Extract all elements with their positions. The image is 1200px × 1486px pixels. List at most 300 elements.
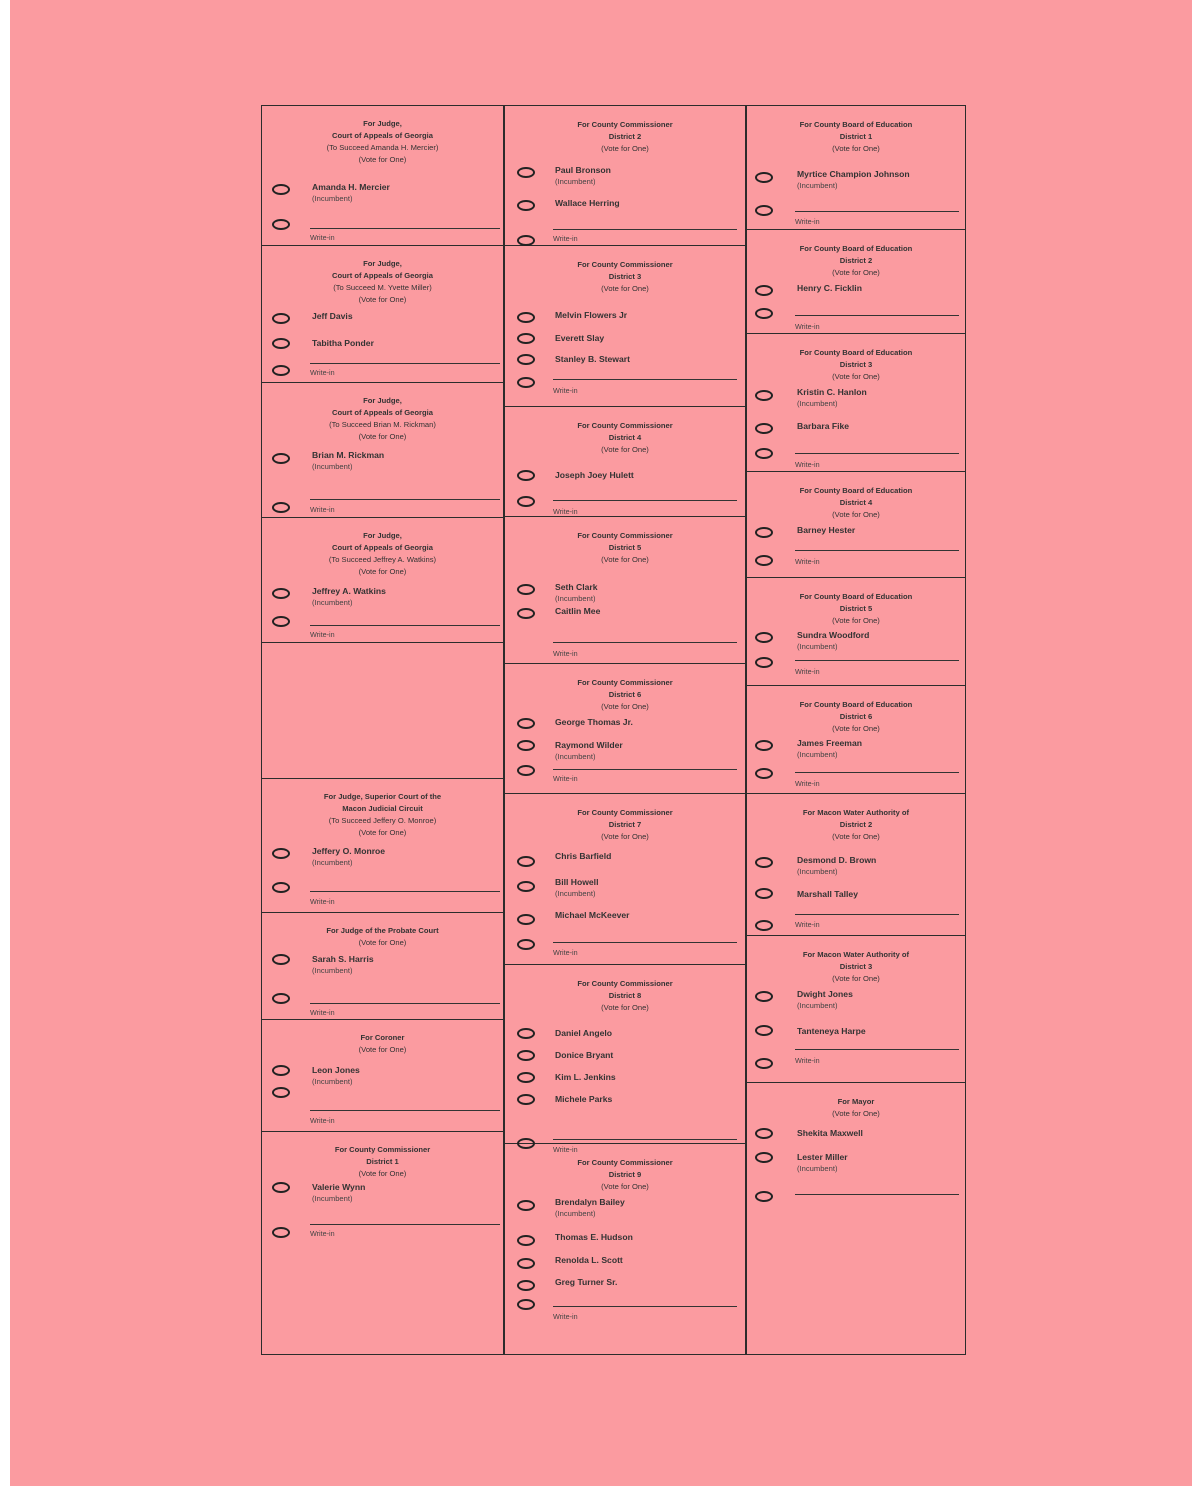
incumbent-note: (Incumbent) [555, 889, 596, 898]
write-in-line[interactable] [310, 499, 500, 500]
race-title-line: Court of Appeals of Georgia [332, 408, 433, 417]
race-title-line: (Vote for One) [601, 144, 649, 153]
write-in-label: Write-in [553, 1145, 578, 1154]
vote-oval[interactable] [517, 856, 535, 867]
race-title-line: District 3 [839, 962, 873, 971]
race-title-line: (Vote for One) [832, 1109, 880, 1118]
write-in-label: Write-in [795, 460, 820, 469]
write-in-label: Write-in [310, 630, 335, 639]
vote-oval[interactable] [272, 453, 290, 464]
race-box [262, 246, 503, 383]
race-title-line: For Macon Water Authority of [802, 950, 910, 959]
write-in-oval[interactable] [272, 1227, 290, 1238]
candidate-name: Jeff Davis [312, 311, 353, 321]
vote-oval[interactable] [517, 167, 535, 178]
race-title-line: For County Commissioner [577, 808, 673, 817]
vote-oval[interactable] [517, 608, 535, 619]
vote-oval[interactable] [272, 848, 290, 859]
race-title-line: District 5 [608, 543, 642, 552]
write-in-line[interactable] [795, 315, 959, 316]
race-title-line: (Vote for One) [358, 1045, 407, 1054]
race-header [262, 1032, 503, 1056]
write-in-label: Write-in [553, 649, 578, 658]
write-in-line[interactable] [795, 550, 959, 551]
race-box [505, 106, 745, 246]
write-in-line[interactable] [553, 642, 737, 643]
write-in-oval[interactable] [517, 765, 535, 776]
race-title-line: Court of Appeals of Georgia [332, 543, 433, 552]
candidate-name: Greg Turner Sr. [555, 1277, 618, 1287]
candidate-name: Henry C. Ficklin [797, 283, 862, 293]
candidate-name: Jeffrey A. Watkins [312, 586, 386, 596]
candidate-name: Marshall Talley [797, 889, 858, 899]
vote-oval[interactable] [755, 172, 773, 183]
race-box [747, 472, 965, 578]
race-title-line: For County Board of Education [799, 486, 913, 495]
write-in-line[interactable] [795, 660, 959, 661]
write-in-line[interactable] [310, 625, 500, 626]
race-box [747, 106, 965, 230]
write-in-label: Write-in [553, 386, 578, 395]
vote-oval[interactable] [517, 881, 535, 892]
candidate-name: Dwight Jones [797, 989, 853, 999]
race-box [505, 965, 745, 1154]
vote-oval[interactable] [755, 390, 773, 401]
vote-oval[interactable] [272, 1065, 290, 1076]
incumbent-note: (Incumbent) [797, 181, 838, 190]
race-title-line: (Vote for One) [832, 616, 880, 625]
incumbent-note: (Incumbent) [312, 194, 353, 203]
race-header [262, 395, 503, 443]
write-in-line[interactable] [310, 228, 500, 229]
race-header [505, 259, 745, 295]
vote-oval[interactable] [517, 914, 535, 925]
race-title-line: District 5 [839, 604, 873, 613]
write-in-line[interactable] [553, 379, 737, 380]
race-title-line: (Vote for One) [601, 555, 649, 564]
vote-oval[interactable] [517, 1235, 535, 1246]
write-in-oval[interactable] [755, 657, 773, 668]
write-in-oval[interactable] [517, 1299, 535, 1310]
candidate-name: Wallace Herring [555, 198, 620, 208]
write-in-label: Write-in [310, 897, 335, 906]
race-title-line: For Judge, [363, 259, 402, 268]
candidate-name: Joseph Joey Hulett [555, 470, 634, 480]
race-title-line: District 2 [839, 820, 873, 829]
vote-oval[interactable] [517, 1028, 535, 1039]
race-title-line: (Vote for One) [601, 445, 649, 454]
write-in-oval[interactable] [755, 768, 773, 779]
candidate-name: Tanteneya Harpe [797, 1026, 866, 1036]
vote-oval[interactable] [517, 584, 535, 595]
race-title-line: (Vote for One) [358, 1169, 407, 1178]
race-header [262, 1144, 503, 1180]
candidate-name: Shekita Maxwell [797, 1128, 863, 1138]
race-title-line: For Judge of the Probate Court [326, 926, 439, 935]
write-in-label: Write-in [795, 1056, 820, 1065]
race-header [747, 699, 965, 735]
vote-oval[interactable] [517, 354, 535, 365]
race-title-line: District 1 [839, 132, 873, 141]
race-box [505, 517, 745, 664]
race-title-line: District 3 [608, 272, 642, 281]
vote-oval[interactable] [755, 991, 773, 1002]
write-in-oval[interactable] [517, 377, 535, 388]
race-title-line: For County Board of Education [799, 348, 913, 357]
race-title-line: (Vote for One) [832, 724, 880, 733]
vote-oval[interactable] [517, 312, 535, 323]
race-box [747, 686, 965, 794]
race-title-line: District 3 [839, 360, 873, 369]
vote-oval[interactable] [755, 740, 773, 751]
race-title-line: (Vote for One) [601, 832, 649, 841]
race-title-line: (To Succeed M. Yvette Miller) [333, 283, 432, 292]
vote-oval[interactable] [272, 1182, 290, 1193]
race-header [262, 530, 503, 578]
race-title-line: For County Board of Education [799, 700, 913, 709]
race-title-line: Court of Appeals of Georgia [332, 271, 433, 280]
vote-oval[interactable] [755, 1025, 773, 1036]
race-title-line: (To Succeed Brian M. Rickman) [329, 420, 436, 429]
write-in-line[interactable] [553, 500, 737, 501]
vote-oval[interactable] [755, 285, 773, 296]
candidate-name: Melvin Flowers Jr [555, 310, 628, 320]
write-in-label: Write-in [795, 557, 820, 566]
write-in-label: Write-in [795, 920, 820, 929]
candidate-name: Renolda L. Scott [555, 1255, 623, 1265]
race-title-line: For Judge, [363, 531, 402, 540]
race-header [505, 677, 745, 713]
race-header [262, 258, 503, 306]
race-title-line: (Vote for One) [358, 938, 407, 947]
incumbent-note: (Incumbent) [312, 1194, 353, 1203]
candidate-name: Jeffery O. Monroe [312, 846, 386, 856]
race-box [262, 643, 503, 779]
race-title-line: For County Commissioner [334, 1145, 431, 1154]
write-in-label: Write-in [553, 948, 578, 957]
incumbent-note: (Incumbent) [797, 1001, 838, 1010]
write-in-oval[interactable] [755, 1191, 773, 1202]
race-header [747, 591, 965, 627]
race-title-line: Court of Appeals of Georgia [332, 131, 433, 140]
write-in-oval[interactable] [755, 205, 773, 216]
write-in-line[interactable] [310, 363, 500, 364]
race-title-line: (Vote for One) [832, 268, 880, 277]
vote-oval[interactable] [755, 857, 773, 868]
write-in-line[interactable] [553, 229, 737, 230]
race-title-line: (Vote for One) [832, 832, 880, 841]
vote-oval[interactable] [755, 632, 773, 643]
race-box [262, 779, 503, 913]
incumbent-note: (Incumbent) [312, 858, 353, 867]
ballot-column-1 [261, 105, 504, 1355]
incumbent-note: (Incumbent) [797, 642, 838, 651]
candidate-name: Michele Parks [555, 1094, 613, 1104]
race-title-line: For County Commissioner [577, 120, 673, 129]
write-in-oval[interactable] [272, 993, 290, 1004]
candidate-name: Amanda H. Mercier [312, 182, 390, 192]
candidate-name: Michael McKeever [555, 910, 630, 920]
vote-oval[interactable] [517, 333, 535, 344]
race-title-line: For Coroner [360, 1033, 405, 1042]
race-header [747, 949, 965, 985]
race-header [747, 119, 965, 155]
write-in-line[interactable] [553, 769, 737, 770]
vote-oval[interactable] [755, 423, 773, 434]
race-header [262, 791, 503, 839]
candidate-name: Barney Hester [797, 525, 856, 535]
write-in-line[interactable] [795, 1194, 959, 1195]
race-title-line: For County Commissioner [577, 421, 673, 430]
race-header [505, 1157, 745, 1193]
race-title-line: For Judge, Superior Court of the [323, 792, 442, 801]
candidate-name: Raymond Wilder [555, 740, 623, 750]
race-title-line: For Macon Water Authority of [802, 808, 910, 817]
incumbent-note: (Incumbent) [797, 867, 838, 876]
candidate-name: Brian M. Rickman [312, 450, 385, 460]
race-header [747, 1096, 965, 1120]
race-title-line: For Mayor [837, 1097, 875, 1106]
write-in-label: Write-in [310, 233, 335, 242]
race-title-line: For County Commissioner [577, 260, 673, 269]
race-header [505, 978, 745, 1014]
race-title-line: For County Board of Education [799, 244, 913, 253]
candidate-name: Tabitha Ponder [312, 338, 374, 348]
race-title-line: District 4 [839, 498, 873, 507]
race-title-line: (Vote for One) [358, 155, 407, 164]
write-in-oval[interactable] [517, 496, 535, 507]
race-header [262, 925, 503, 949]
incumbent-note: (Incumbent) [312, 598, 353, 607]
candidate-name: George Thomas Jr. [555, 717, 633, 727]
race-box [262, 518, 503, 643]
race-title-line: For County Commissioner [577, 678, 673, 687]
vote-oval[interactable] [517, 1094, 535, 1105]
race-box [747, 1083, 965, 1354]
write-in-oval[interactable] [755, 555, 773, 566]
candidate-name: Brendalyn Bailey [555, 1197, 625, 1207]
race-box [747, 230, 965, 334]
vote-oval[interactable] [755, 888, 773, 899]
write-in-oval[interactable] [755, 448, 773, 459]
write-in-oval[interactable] [755, 920, 773, 931]
write-in-oval[interactable] [755, 308, 773, 319]
candidate-name: Caitlin Mee [555, 606, 601, 616]
race-title-line: District 2 [839, 256, 873, 265]
write-in-oval[interactable] [755, 1058, 773, 1069]
write-in-label: Write-in [310, 1229, 335, 1238]
race-title-line: District 6 [608, 690, 642, 699]
vote-oval[interactable] [517, 1258, 535, 1269]
write-in-line[interactable] [310, 891, 500, 892]
candidate-name: Everett Slay [555, 333, 605, 343]
vote-oval[interactable] [517, 1200, 535, 1211]
write-in-line[interactable] [795, 1049, 959, 1050]
race-title-line: District 1 [366, 1157, 399, 1166]
race-box [262, 1020, 503, 1132]
vote-oval[interactable] [517, 718, 535, 729]
race-title-line: For County Commissioner [577, 979, 673, 988]
candidate-name: Valerie Wynn [312, 1182, 366, 1192]
race-box [747, 578, 965, 686]
write-in-oval[interactable] [517, 235, 535, 246]
race-box [747, 936, 965, 1083]
write-in-label: Write-in [553, 1312, 578, 1321]
incumbent-note: (Incumbent) [555, 1209, 596, 1218]
write-in-line[interactable] [310, 1003, 500, 1004]
race-box [505, 246, 745, 407]
race-title-line: District 7 [608, 820, 642, 829]
write-in-oval[interactable] [272, 882, 290, 893]
write-in-oval[interactable] [272, 365, 290, 376]
race-box [747, 334, 965, 472]
race-header [505, 119, 745, 155]
candidate-name: Leon Jones [312, 1065, 360, 1075]
race-box [262, 383, 503, 518]
write-in-oval[interactable] [272, 1087, 290, 1098]
race-header [505, 420, 745, 456]
incumbent-note: (Incumbent) [555, 594, 596, 603]
candidate-name: Thomas E. Hudson [555, 1232, 633, 1242]
write-in-label: Write-in [795, 322, 820, 331]
candidate-name: Seth Clark [555, 582, 598, 592]
race-title-line: For County Commissioner [577, 1158, 673, 1167]
write-in-line[interactable] [795, 914, 959, 915]
candidate-name: Sarah S. Harris [312, 954, 374, 964]
race-title-line: (Vote for One) [601, 284, 649, 293]
vote-oval[interactable] [517, 1050, 535, 1061]
race-box [505, 794, 745, 965]
race-title-line: (To Succeed Amanda H. Mercier) [326, 143, 439, 152]
incumbent-note: (Incumbent) [797, 1164, 838, 1173]
write-in-oval[interactable] [517, 939, 535, 950]
incumbent-note: (Incumbent) [312, 1077, 353, 1086]
write-in-label: Write-in [795, 667, 820, 676]
write-in-line[interactable] [795, 211, 959, 212]
race-box [505, 407, 745, 517]
write-in-line[interactable] [795, 453, 959, 454]
incumbent-note: (Incumbent) [312, 462, 353, 471]
candidate-name: Paul Bronson [555, 165, 611, 175]
vote-oval[interactable] [517, 1072, 535, 1083]
candidate-name: James Freeman [797, 738, 862, 748]
write-in-line[interactable] [553, 1139, 737, 1140]
candidate-name: Desmond D. Brown [797, 855, 877, 865]
incumbent-note: (Incumbent) [555, 177, 596, 186]
race-title-line: For County Board of Education [799, 120, 913, 129]
write-in-line[interactable] [310, 1224, 500, 1225]
race-title-line: (Vote for One) [832, 510, 880, 519]
ballot-paper [10, 0, 1192, 1486]
candidate-name: Stanley B. Stewart [555, 354, 630, 364]
race-title-line: District 4 [608, 433, 642, 442]
write-in-oval[interactable] [272, 616, 290, 627]
vote-oval[interactable] [272, 184, 290, 195]
race-header [262, 118, 503, 166]
write-in-label: Write-in [310, 1008, 335, 1017]
vote-oval[interactable] [272, 954, 290, 965]
write-in-label: Write-in [795, 779, 820, 788]
vote-oval[interactable] [755, 1152, 773, 1163]
write-in-line[interactable] [795, 772, 959, 773]
race-box [262, 913, 503, 1020]
ballot-column-2 [504, 105, 746, 1355]
race-title-line: For Judge, [363, 396, 402, 405]
write-in-oval[interactable] [272, 502, 290, 513]
incumbent-note: (Incumbent) [555, 752, 596, 761]
race-title-line: (Vote for One) [832, 974, 880, 983]
race-header [505, 807, 745, 843]
race-box [505, 664, 745, 794]
candidate-name: Myrtice Champion Johnson [797, 169, 910, 179]
race-title-line: (Vote for One) [358, 295, 407, 304]
race-title-line: District 2 [608, 132, 642, 141]
vote-oval[interactable] [272, 313, 290, 324]
write-in-oval[interactable] [272, 219, 290, 230]
race-title-line: District 9 [608, 1170, 642, 1179]
write-in-label: Write-in [310, 505, 335, 514]
write-in-label: Write-in [553, 507, 578, 516]
race-title-line: (Vote for One) [601, 1182, 649, 1191]
vote-oval[interactable] [517, 470, 535, 481]
race-title-line: District 6 [839, 712, 873, 721]
vote-oval[interactable] [755, 527, 773, 538]
race-title-line: For Judge, [363, 119, 402, 128]
candidate-name: Barbara Fike [797, 421, 850, 431]
race-title-line: District 8 [608, 991, 642, 1000]
vote-oval[interactable] [272, 588, 290, 599]
race-box [262, 1132, 503, 1354]
incumbent-note: (Incumbent) [312, 966, 353, 975]
race-title-line: (Vote for One) [358, 432, 407, 441]
race-header [505, 530, 745, 566]
candidate-name: Kim L. Jenkins [555, 1072, 616, 1082]
write-in-label: Write-in [310, 1116, 335, 1125]
race-box [747, 794, 965, 936]
vote-oval[interactable] [517, 1280, 535, 1291]
vote-oval[interactable] [517, 740, 535, 751]
race-box [505, 1144, 745, 1354]
candidate-name: Kristin C. Hanlon [797, 387, 867, 397]
race-header [747, 807, 965, 843]
race-title-line: (To Succeed Jeffrey A. Watkins) [328, 555, 437, 564]
vote-oval[interactable] [517, 200, 535, 211]
race-title-line: For County Commissioner [577, 531, 673, 540]
candidate-name: Bill Howell [555, 877, 599, 887]
race-title-line: Macon Judicial Circuit [342, 804, 423, 813]
write-in-label: Write-in [553, 774, 578, 783]
race-title-line: (Vote for One) [601, 702, 649, 711]
candidate-name: Chris Barfield [555, 851, 612, 861]
write-in-line[interactable] [553, 1306, 737, 1307]
write-in-line[interactable] [553, 942, 737, 943]
race-title-line: (Vote for One) [832, 372, 880, 381]
write-in-line[interactable] [310, 1110, 500, 1111]
write-in-label: Write-in [310, 368, 335, 377]
race-header [747, 347, 965, 383]
race-header [747, 243, 965, 279]
race-title-line: For County Board of Education [799, 592, 913, 601]
vote-oval[interactable] [755, 1128, 773, 1139]
candidate-name: Sundra Woodford [797, 630, 870, 640]
candidate-name: Donice Bryant [555, 1050, 614, 1060]
vote-oval[interactable] [272, 338, 290, 349]
race-header [747, 485, 965, 521]
race-box [262, 106, 503, 246]
incumbent-note: (Incumbent) [797, 399, 838, 408]
incumbent-note: (Incumbent) [797, 750, 838, 759]
ballot-column-3 [746, 105, 966, 1355]
